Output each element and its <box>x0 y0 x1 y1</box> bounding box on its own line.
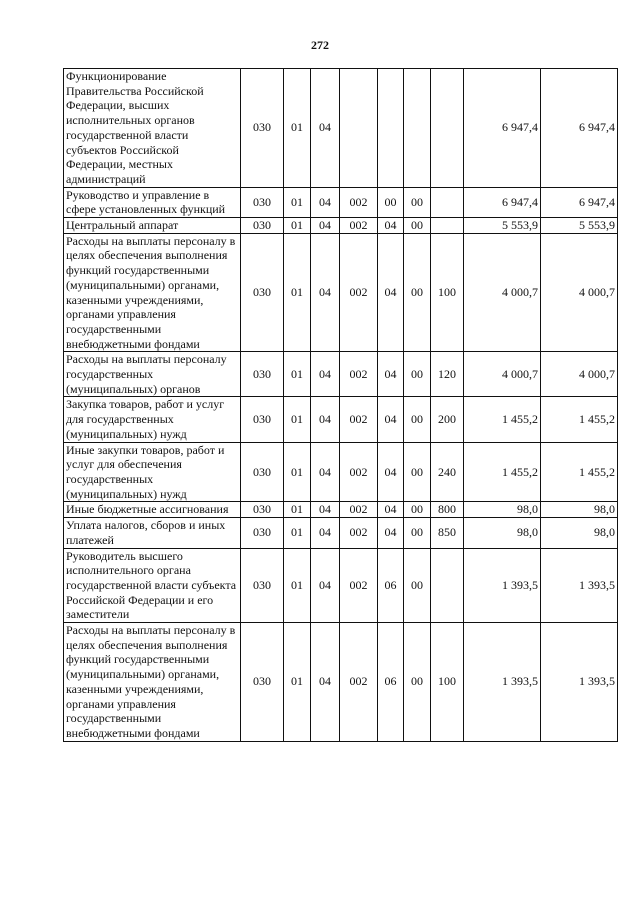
target-article-item-cell: 00 <box>404 548 431 623</box>
table-row <box>64 69 618 188</box>
amount-first-cell: 4 000,7 <box>464 233 541 352</box>
section-code-cell: 01 <box>284 69 311 188</box>
section-code-cell: 01 <box>284 623 311 742</box>
target-article-sub-cell: 04 <box>378 442 404 502</box>
amount-second-cell: 1 455,2 <box>541 397 618 442</box>
section-code-cell: 01 <box>284 187 311 217</box>
target-article-item-cell: 00 <box>404 218 431 234</box>
expense-type-code-cell: 800 <box>431 502 464 518</box>
section-code-cell: 01 <box>284 233 311 352</box>
glv-code-cell: 030 <box>241 218 284 234</box>
row-name-cell: Расходы на выплаты персоналу в целях обеспечения выполнения функций государственными (муниципальными) органами, казенными учреждениями, органами управления государственными внебюджетными фондами <box>64 233 241 352</box>
subsection-code-cell: 04 <box>311 397 340 442</box>
target-article-sub-cell: 06 <box>378 548 404 623</box>
target-article-sub-cell: 04 <box>378 352 404 397</box>
row-name-cell: Руководство и управление в сфере установленных функций <box>64 187 241 217</box>
amount-second-cell: 6 947,4 <box>541 187 618 217</box>
amount-second-cell: 98,0 <box>541 502 618 518</box>
glv-code-cell: 030 <box>241 548 284 623</box>
row-name-cell: Расходы на выплаты персоналу в целях обеспечения выполнения функций государственными (муниципальными) органами, казенными учреждениями, органами управления государственными внебюджетными фондами <box>64 623 241 742</box>
target-article-sub-cell: 06 <box>378 623 404 742</box>
target-article-code-cell <box>340 69 378 188</box>
target-article-code-cell: 002 <box>340 218 378 234</box>
expense-type-code-cell: 850 <box>431 518 464 548</box>
subsection-code-cell: 04 <box>311 218 340 234</box>
amount-first-cell: 6 947,4 <box>464 69 541 188</box>
glv-code-cell: 030 <box>241 233 284 352</box>
expense-type-code-cell: 120 <box>431 352 464 397</box>
row-name-cell: Иные бюджетные ассигнования <box>64 502 241 518</box>
target-article-item-cell: 00 <box>404 442 431 502</box>
subsection-code-cell: 04 <box>311 69 340 188</box>
expense-type-code-cell: 240 <box>431 442 464 502</box>
amount-second-cell: 5 553,9 <box>541 218 618 234</box>
section-code-cell: 01 <box>284 442 311 502</box>
expense-type-code-cell: 100 <box>431 623 464 742</box>
budget-table <box>63 68 618 742</box>
target-article-code-cell: 002 <box>340 233 378 352</box>
expense-type-code-cell: 200 <box>431 397 464 442</box>
row-name-cell: Центральный аппарат <box>64 218 241 234</box>
section-code-cell: 01 <box>284 352 311 397</box>
expense-type-code-cell <box>431 69 464 188</box>
row-name-cell: Руководитель высшего исполнительного органа государственной власти субъекта Российской Федерации и его заместители <box>64 548 241 623</box>
target-article-sub-cell <box>378 69 404 188</box>
budget-table-body <box>64 69 618 742</box>
target-article-code-cell: 002 <box>340 397 378 442</box>
amount-first-cell: 1 393,5 <box>464 623 541 742</box>
row-name-cell: Закупка товаров, работ и услуг для государственных (муниципальных) нужд <box>64 397 241 442</box>
amount-second-cell: 6 947,4 <box>541 69 618 188</box>
target-article-code-cell: 002 <box>340 518 378 548</box>
amount-second-cell: 1 455,2 <box>541 442 618 502</box>
section-code-cell: 01 <box>284 218 311 234</box>
subsection-code-cell: 04 <box>311 623 340 742</box>
section-code-cell: 01 <box>284 518 311 548</box>
amount-first-cell: 4 000,7 <box>464 352 541 397</box>
target-article-code-cell: 002 <box>340 442 378 502</box>
table-row <box>64 187 618 217</box>
table-row <box>64 502 618 518</box>
target-article-item-cell: 00 <box>404 233 431 352</box>
amount-second-cell: 4 000,7 <box>541 352 618 397</box>
amount-second-cell: 98,0 <box>541 518 618 548</box>
amount-first-cell: 98,0 <box>464 502 541 518</box>
subsection-code-cell: 04 <box>311 548 340 623</box>
expense-type-code-cell <box>431 218 464 234</box>
table-row <box>64 352 618 397</box>
target-article-code-cell: 002 <box>340 187 378 217</box>
amount-first-cell: 5 553,9 <box>464 218 541 234</box>
row-name-cell: Функционирование Правительства Российской Федерации, высших исполнительных органов государственной власти субъектов Российской Федерации, местных администраций <box>64 69 241 188</box>
target-article-code-cell: 002 <box>340 352 378 397</box>
subsection-code-cell: 04 <box>311 187 340 217</box>
glv-code-cell: 030 <box>241 518 284 548</box>
glv-code-cell: 030 <box>241 502 284 518</box>
section-code-cell: 01 <box>284 397 311 442</box>
target-article-item-cell <box>404 69 431 188</box>
amount-second-cell: 1 393,5 <box>541 623 618 742</box>
expense-type-code-cell <box>431 548 464 623</box>
target-article-sub-cell: 04 <box>378 233 404 352</box>
glv-code-cell: 030 <box>241 442 284 502</box>
page-number: 272 <box>311 38 329 52</box>
amount-first-cell: 1 455,2 <box>464 442 541 502</box>
subsection-code-cell: 04 <box>311 502 340 518</box>
subsection-code-cell: 04 <box>311 518 340 548</box>
target-article-sub-cell: 04 <box>378 218 404 234</box>
glv-code-cell: 030 <box>241 397 284 442</box>
subsection-code-cell: 04 <box>311 233 340 352</box>
glv-code-cell: 030 <box>241 187 284 217</box>
expense-type-code-cell: 100 <box>431 233 464 352</box>
glv-code-cell: 030 <box>241 623 284 742</box>
table-row <box>64 218 618 234</box>
target-article-item-cell: 00 <box>404 397 431 442</box>
amount-first-cell: 1 455,2 <box>464 397 541 442</box>
section-code-cell: 01 <box>284 548 311 623</box>
target-article-item-cell: 00 <box>404 187 431 217</box>
target-article-sub-cell: 00 <box>378 187 404 217</box>
target-article-item-cell: 00 <box>404 623 431 742</box>
table-row <box>64 623 618 742</box>
row-name-cell: Уплата налогов, сборов и иных платежей <box>64 518 241 548</box>
subsection-code-cell: 04 <box>311 442 340 502</box>
table-row <box>64 233 618 352</box>
amount-second-cell: 1 393,5 <box>541 548 618 623</box>
target-article-code-cell: 002 <box>340 548 378 623</box>
table-row <box>64 518 618 548</box>
glv-code-cell: 030 <box>241 69 284 188</box>
target-article-item-cell: 00 <box>404 352 431 397</box>
target-article-item-cell: 00 <box>404 502 431 518</box>
target-article-sub-cell: 04 <box>378 518 404 548</box>
target-article-sub-cell: 04 <box>378 397 404 442</box>
table-row <box>64 397 618 442</box>
target-article-code-cell: 002 <box>340 623 378 742</box>
amount-first-cell: 6 947,4 <box>464 187 541 217</box>
table-row <box>64 548 618 623</box>
target-article-code-cell: 002 <box>340 502 378 518</box>
row-name-cell: Расходы на выплаты персоналу государственных (муниципальных) органов <box>64 352 241 397</box>
amount-second-cell: 4 000,7 <box>541 233 618 352</box>
table-row <box>64 442 618 502</box>
row-name-cell: Иные закупки товаров, работ и услуг для обеспечения государственных (муниципальных) нужд <box>64 442 241 502</box>
glv-code-cell: 030 <box>241 352 284 397</box>
target-article-sub-cell: 04 <box>378 502 404 518</box>
section-code-cell: 01 <box>284 502 311 518</box>
target-article-item-cell: 00 <box>404 518 431 548</box>
subsection-code-cell: 04 <box>311 352 340 397</box>
expense-type-code-cell <box>431 187 464 217</box>
amount-first-cell: 1 393,5 <box>464 548 541 623</box>
amount-first-cell: 98,0 <box>464 518 541 548</box>
